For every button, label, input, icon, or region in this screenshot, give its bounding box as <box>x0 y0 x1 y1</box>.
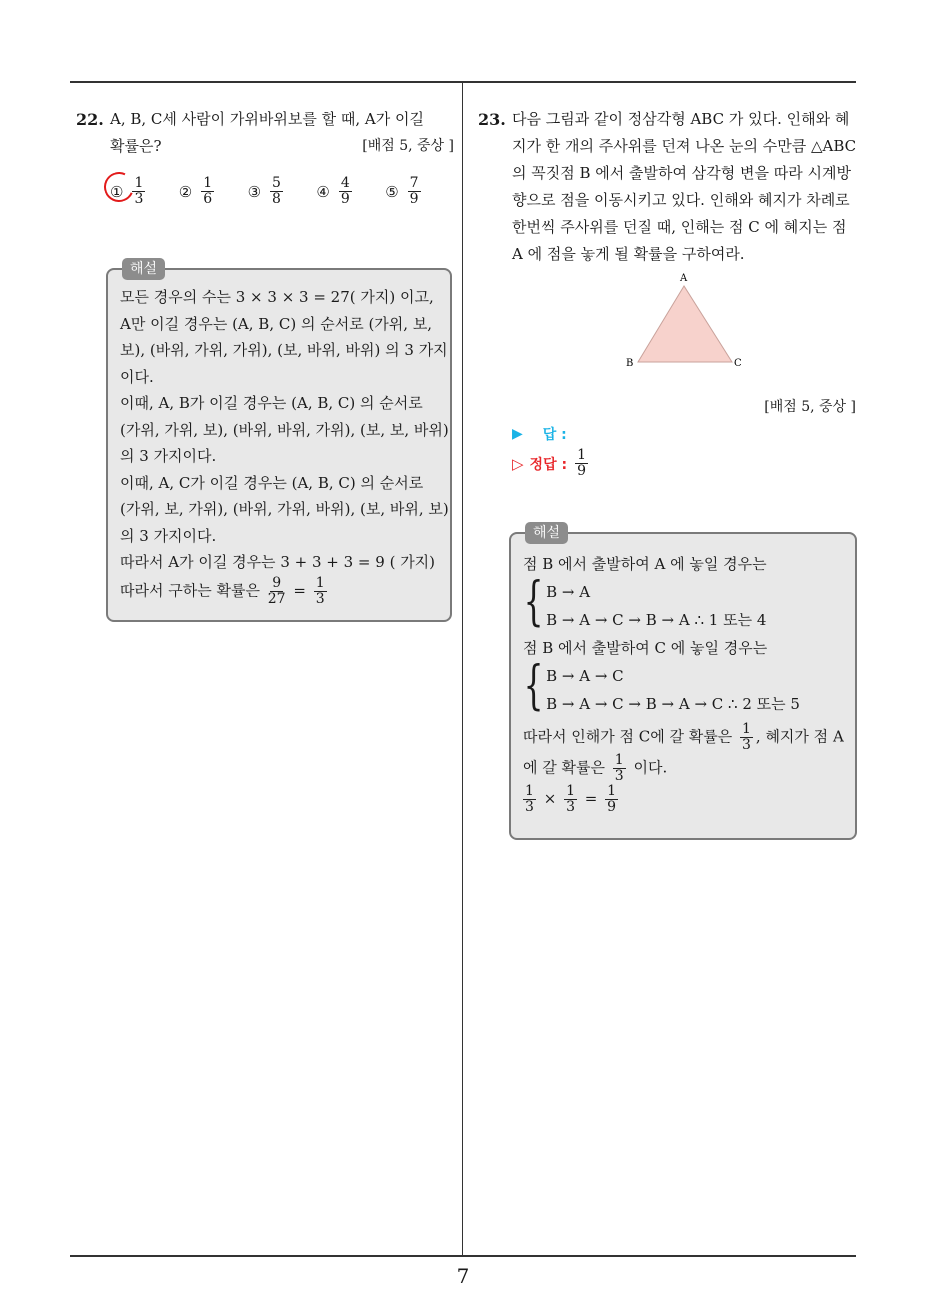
page-number: 7 <box>456 1264 470 1288</box>
denominator: 9 <box>340 191 350 207</box>
equals-sign: = <box>584 789 598 808</box>
denominator: 3 <box>741 737 751 753</box>
times-sign: × <box>543 789 557 808</box>
numerator: 7 <box>409 175 419 191</box>
numerator: 9 <box>272 574 282 591</box>
solution-line: 보), (바위, 가위, 가위), (보, 바위, 바위) 의 3 가지 <box>120 341 448 359</box>
score-label: [배점 5, 중상 ] <box>362 138 454 154</box>
vertex-a-label: A <box>680 273 688 284</box>
choice-4[interactable] <box>316 176 385 207</box>
denominator: 3 <box>134 191 144 207</box>
solution-line: 이때, A, B가 이길 경우는 (A, B, C) 의 순서로 <box>120 394 423 412</box>
solution-line: 이다. <box>120 367 154 386</box>
numerator: 1 <box>614 752 624 768</box>
solution-line: 의 3 가지이다. <box>120 526 217 545</box>
question-23 <box>478 106 858 268</box>
case-line: B → A → C → B → A → C ∴ 2 또는 5 <box>546 695 800 713</box>
final-line-2 <box>523 753 845 784</box>
solution-line: 의 3 가지이다. <box>120 447 217 465</box>
vertex-b-label: B <box>626 358 634 369</box>
solution-line: 모든 경우의 수는 3 × 3 × 3 = 27( 가지) 이고, <box>120 288 434 306</box>
solution-box-22 <box>106 261 452 622</box>
choice-3[interactable] <box>248 176 317 207</box>
choice-list <box>110 176 454 207</box>
question-text: 향으로 점을 이동시키고 있다. 인해와 혜지가 차례로 <box>512 191 850 209</box>
case-line: B → A <box>546 583 591 601</box>
denominator: 3 <box>566 799 575 815</box>
choice-mark: ① <box>110 182 124 201</box>
solution-tag: 해설 <box>122 258 165 280</box>
choice-mark: ⑤ <box>385 182 399 201</box>
numerator: 1 <box>566 783 575 799</box>
correct-label: 정답 : <box>529 456 568 473</box>
correct-answer-row <box>512 448 591 479</box>
denominator: 9 <box>577 463 586 479</box>
text: 에 갈 확률은 <box>523 758 605 777</box>
denominator: 9 <box>607 799 617 815</box>
brace-icon: { <box>523 572 544 632</box>
solution-line: A만 이길 경우는 (A, B, C) 의 순서로 (가위, 보, <box>120 314 433 333</box>
answer-arrow-icon: ▶ <box>512 426 523 442</box>
solution-line: 따라서 A가 이길 경우는 3 + 3 + 3 = 9 ( 가지) <box>120 553 436 571</box>
case-group-c <box>523 656 845 718</box>
numerator: 1 <box>607 783 617 799</box>
score-label-23: [배점 5, 중상 ] <box>764 399 856 415</box>
numerator: 4 <box>340 175 350 191</box>
case-line: B → A → C <box>546 667 624 685</box>
text: 이다. <box>633 758 668 777</box>
case-line: B → A → C → B → A ∴ 1 또는 4 <box>546 611 767 629</box>
equals-sign: = <box>293 581 306 599</box>
question-text: 다음 그림과 같이 정삼각형 ABC 가 있다. 인해와 혜 <box>512 110 850 128</box>
triangle-figure <box>620 268 750 373</box>
question-text: A, B, C세 사람이 가위바위보를 할 때, A가 이길 <box>110 110 424 128</box>
denominator: 3 <box>614 768 624 784</box>
choice-mark: ② <box>178 182 193 201</box>
solution-box-23 <box>509 525 857 840</box>
question-number: 22. <box>76 110 104 129</box>
final-prefix: 따라서 구하는 확률은 <box>120 581 260 599</box>
brace-icon: { <box>523 656 544 716</box>
question-text: 의 꼭짓점 B 에서 출발하여 삼각형 변을 따라 시계방 <box>512 164 851 182</box>
text: , 혜지가 점 A <box>755 727 844 746</box>
denominator: 6 <box>203 191 213 207</box>
choice-mark: ③ <box>247 182 262 201</box>
answer-row <box>512 424 567 444</box>
numerator: 1 <box>134 175 144 191</box>
numerator: 1 <box>741 721 751 737</box>
question-text: 한번씩 주사위를 던질 때, 인해는 점 C 에 혜지는 점 <box>512 218 847 236</box>
solution-line: 이때, A, C가 이길 경우는 (A, B, C) 의 순서로 <box>120 473 424 492</box>
text: 따라서 인해가 점 C에 갈 확률은 <box>523 727 733 746</box>
question-text: A 에 점을 놓게 될 확률을 구하여라. <box>512 245 745 263</box>
solution-line: (가위, 보, 가위), (바위, 가위, 바위), (보, 바위, 보) <box>120 500 449 518</box>
denominator: 3 <box>525 799 534 815</box>
answer-label: 답 : <box>542 427 567 443</box>
solution-tag: 해설 <box>525 522 568 544</box>
choice-5[interactable] <box>385 176 454 207</box>
numerator: 1 <box>203 175 213 191</box>
product-line <box>523 784 845 815</box>
choice-2[interactable] <box>179 176 248 207</box>
question-22 <box>76 106 454 207</box>
final-line-1 <box>523 722 845 753</box>
denominator: 9 <box>409 191 419 207</box>
solution-line: 점 B 에서 출발하여 C 에 놓일 경우는 <box>523 639 768 657</box>
numerator: 1 <box>525 783 534 799</box>
solution-line: 점 B 에서 출발하여 A 에 놓일 경우는 <box>523 555 767 573</box>
vertex-c-label: C <box>734 358 742 369</box>
denominator: 8 <box>272 191 281 207</box>
question-number: 23. <box>478 110 506 129</box>
column-divider <box>462 81 463 1256</box>
denominator: 27 <box>267 590 286 607</box>
triangle-abc <box>638 286 732 362</box>
correct-arrow-icon: ▷ <box>512 454 524 473</box>
final-answer-line <box>120 576 440 607</box>
case-group-a <box>523 572 845 634</box>
question-text: 확률은? <box>110 137 162 155</box>
top-rule <box>70 81 856 83</box>
denominator: 3 <box>315 590 325 607</box>
bottom-rule <box>70 1255 856 1257</box>
choice-1[interactable] <box>110 176 179 207</box>
numerator: 1 <box>315 574 325 591</box>
numerator: 1 <box>577 447 586 463</box>
solution-line: (가위, 가위, 보), (바위, 바위, 가위), (보, 보, 바위) <box>120 420 449 439</box>
question-text: 지가 한 개의 주사위를 던져 나온 눈의 수만큼 △ABC <box>512 137 857 155</box>
choice-mark: ④ <box>316 182 330 201</box>
numerator: 5 <box>272 175 281 191</box>
